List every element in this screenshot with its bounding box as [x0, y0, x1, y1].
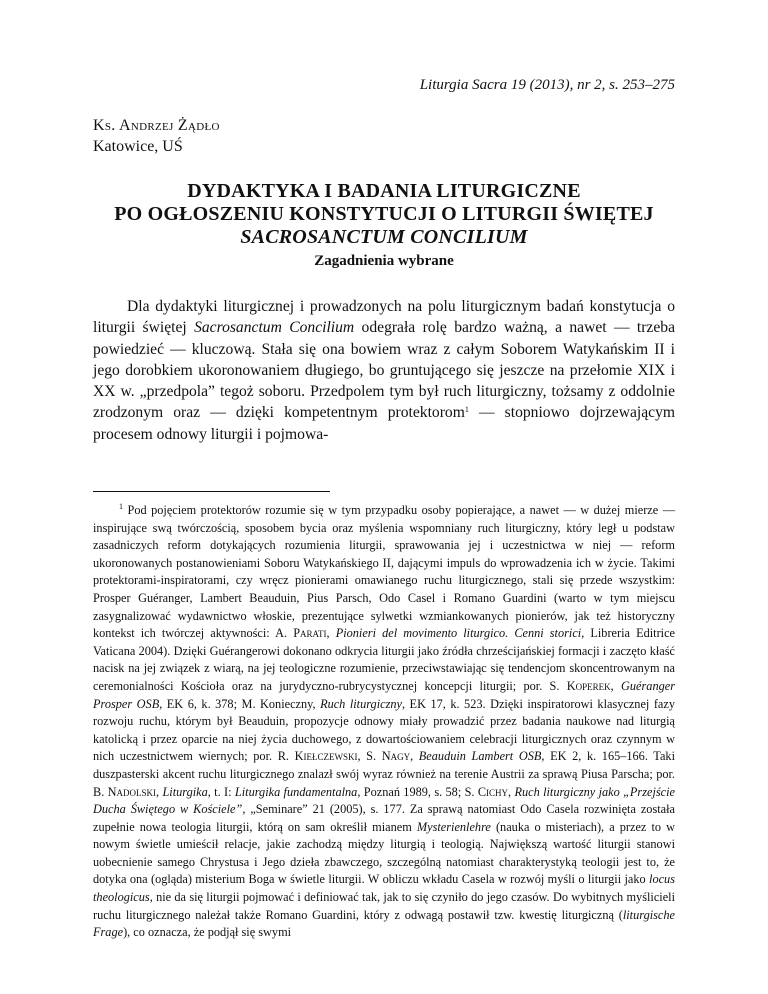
- footnote-text: , EK 17, k. 523. Dzięki inspiratorowi klasycznej fazy rozwoju ruchu, którym był Beauduin, propozycje odnowy miały prowadzić przez badania naukowe nad liturgią katolicką i przez oparcie na niej życia duchowego, z dowartościowaniem celebracji liturgicznych oraz czynnym w nich uczestnictwem wiernych; por. R.: [93, 696, 675, 764]
- cited-author: Nagy: [381, 749, 411, 764]
- title-line-3: [93, 226, 675, 249]
- footnotes: [93, 502, 675, 942]
- cited-title: Ruch liturgiczny: [320, 696, 402, 711]
- cited-title: Mysterienlehre: [416, 819, 491, 834]
- paragraph-1: [93, 296, 675, 445]
- document-title-italic: Sacrosanctum Concilium: [194, 319, 355, 337]
- footnote-text: ,: [410, 749, 419, 764]
- footnote-text: ,: [326, 626, 336, 641]
- cited-title: Pionieri del movimento liturgico. Cenni storici: [335, 626, 582, 641]
- footnote-1: [93, 502, 675, 942]
- author-affiliation: Katowice, UŚ: [93, 138, 183, 155]
- footnote-text: ), co oznacza, że podjął się swymi: [123, 925, 292, 940]
- footnote-text: , t. I:: [207, 784, 235, 799]
- cited-title: Ruch liturgiczny jako „Przejście Ducha Świętego w Kościele”: [93, 784, 675, 817]
- footnote-text: , nie da się liturgii pojmować i definiować tak, jak to się czyniło do jego czasów. Do wybitnych myślicieli ruchu liturgicznego należał także Romano Guardini, który z odwagą postawił tzw. kwestię liturgiczną (: [93, 890, 675, 922]
- cited-author: Parati: [293, 626, 327, 641]
- cited-title: Liturgika: [162, 784, 208, 799]
- author-name: Ks. Andrzej Żądło: [93, 117, 220, 134]
- footnote-text: , Libreria Editrice Vaticana 2004). Dzięki Guérangerowi dokonano odkrycia liturgii jako źródła chrześcijańskiej formacji i zaczęto kłaść nacisk na jej związek z wiarą, na jej teologiczne rozumienie, przeciwstawiając się tendencjom skoncentrowanym na ceremonialności Kościoła oraz na jurydyczno-rubrycystycznej koncepcji liturgii; por. S.: [93, 626, 675, 693]
- footnote-number: 1: [119, 502, 123, 511]
- footnote-text: , S.: [357, 749, 382, 764]
- footnote-text: ,: [610, 678, 622, 693]
- footnote-text: ,: [508, 784, 515, 799]
- title-line-2: PO OGŁOSZENIU KONSTYTUCJI O LITURGII ŚWIĘTEJ: [114, 203, 654, 225]
- cited-title: Guéranger Prosper OSB: [93, 678, 675, 711]
- footnote-text: , Poznań 1989, s. 58; S.: [357, 784, 478, 799]
- footnote-text: , EK 6, k. 378; M.: [159, 696, 261, 711]
- cited-title: Beauduin Lambert OSB: [418, 749, 542, 764]
- title-latin: SACROSANCTUM CONCILIUM: [240, 226, 528, 248]
- footnote-text: (nauka o misteriach), a przez to w nowym świetle umieścił relacje, jakie zachodzą między liturgią i teologią. Największą wartość liturgii stanowi uobecnienie samego Chrystusa i Jego dzieła zbawczego, szczególną natomiast charakterystyką teologii jest to, że dotyka ona (ogląda) misterium Boga w świetle liturgii. W obliczu wkładu Casela w rozwój myśli o liturgii jako: [93, 819, 676, 887]
- cited-title: locus theologicus: [93, 872, 675, 905]
- title-line-1: DYDAKTYKA I BADANIA LITURGICZNE: [187, 180, 581, 202]
- author-block: [93, 115, 220, 157]
- paragraph-text: Dla dydaktyki liturgicznej i prowadzonych na polu liturgicznym badań konstytucja o liturgii świętej: [93, 298, 675, 337]
- footnote-text: Pod pojęciem protektorów rozumie się w tym przypadku osoby popierające, a nawet — w dużej mierze — inspirujące swą twórczością, sposobem bycia oraz myślenia wspomniany ruch liturgiczny, który legł u podstaw zasadniczych reform dotykających rozumienia liturgii, sprawowania jej i uczestnictwa w niej — reform ukoronowanych postanowieniami Soboru Watykańskiego II, dającymi impuls do wprowadzenia ich w życie. Takimi protektorami-inspiratorami, czy wręcz pionierami omawianego ruchu liturgicznego, stali się przede wszystkim: Prosper Guéranger, Lambert Beauduin, Pius Parsch, Odo Casel i Romano Guardini (warto w tym miejscu zasygnalizować wydawnictwo włoskie, prezentujące sylwetki wzmiankowanych pionierów, jak też historyczny kontekst ich twórczej aktywności: A.: [93, 503, 675, 641]
- footnote-text: , „Seminare” 21 (2005), s. 177. Za sprawą natomiast Odo Casela rozwinięta została zupełnie nowa teologia liturgii, którą on sam określił mianem: [93, 802, 675, 834]
- footnote-text: , EK 2, k. 165–166. Taki duszpasterski akcent ruchu liturgicznego znalazł swój wyraz również na terenie Austrii za sprawą Piusa Parscha; por. B.: [93, 749, 675, 799]
- journal-citation: Liturgia Sacra 19 (2013), nr 2, s. 253–275: [419, 77, 675, 93]
- cited-author: Nadolski: [107, 784, 157, 799]
- cited-title: Liturgika fundamentalna: [234, 784, 358, 799]
- footnote-text: Konieczny: [260, 696, 313, 711]
- subtitle: Zagadnienia wybrane: [314, 253, 454, 269]
- footnote-text: ,: [156, 784, 163, 799]
- footnote-text: ,: [312, 696, 321, 711]
- cited-author: Kiełczewski: [294, 749, 358, 764]
- paragraph-text: — stopniowo dojrzewającym procesem odnowy liturgii i pojmowa-: [93, 404, 675, 443]
- footnote-separator: [93, 491, 330, 492]
- cited-author: Koperek: [566, 678, 611, 693]
- title-block: [93, 180, 675, 270]
- cited-author: Cichy: [477, 784, 509, 799]
- footnote-reference[interactable]: 1: [464, 405, 469, 415]
- cited-title: liturgische Frage: [93, 907, 675, 940]
- body-text: [93, 296, 675, 445]
- paragraph-text: odegrała rolę bardzo ważną, a nawet — trzeba powiedzieć — kluczową. Stała się ona bowiem wraz z całym Soborem Watykańskim II i jego dorobkiem ukoronowaniem długiego, bo gruntującego się jeszcze na przełomie XIX i XX w. „przedpola” tegoż soboru. Przedpolem tym był ruch liturgiczny, tożsamy z oddolnie zrodzonym oraz — dzięki kompetentnym protektorom: [93, 319, 675, 422]
